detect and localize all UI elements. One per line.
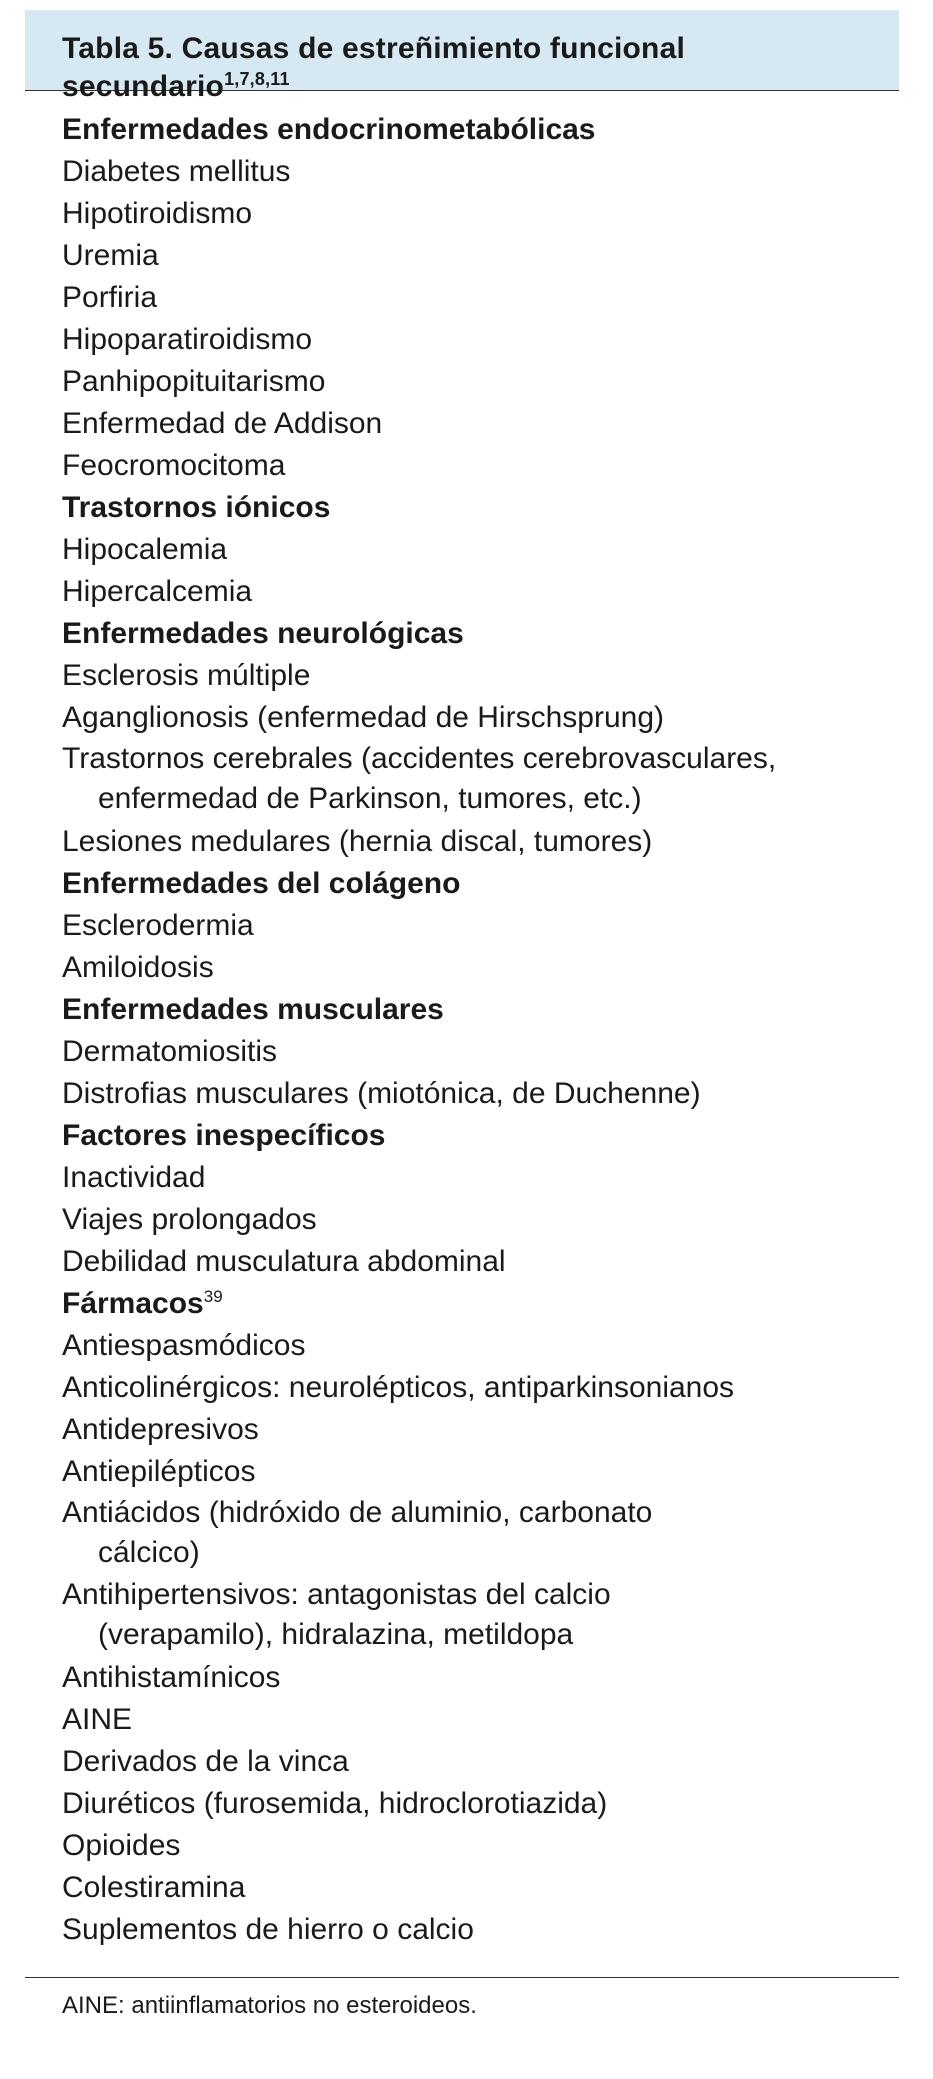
list-item <box>62 1241 899 1283</box>
table-5 <box>25 10 899 2022</box>
item-label: Derivados de la vinca <box>62 1745 349 1778</box>
item-label: Hipotiroidismo <box>62 197 253 230</box>
category-heading <box>62 1115 899 1157</box>
list-item <box>62 235 899 277</box>
item-label: Colestiramina <box>62 1871 246 1904</box>
item-label-continuation: enfermedad de Parkinson, tumores, etc.) <box>98 782 642 815</box>
list-item <box>62 193 899 235</box>
item-label: Lesiones medulares (hernia discal, tumores) <box>62 825 653 858</box>
item-label: Antihipertensivos: antagonistas del calcio <box>62 1578 611 1611</box>
item-label: Anticolinérgicos: neurolépticos, antiparkinsonianos <box>62 1371 735 1404</box>
item-label: AINE <box>62 1703 133 1736</box>
list-item <box>62 947 899 989</box>
item-label: Trastornos cerebrales (accidentes cerebrovasculares, <box>62 742 777 775</box>
list-item <box>62 655 899 697</box>
item-label-continuation: cálcico) <box>98 1536 200 1569</box>
category-heading <box>62 487 899 529</box>
category-heading <box>62 613 899 655</box>
list-item <box>62 1157 899 1199</box>
category-label: Fármacos <box>62 1287 204 1320</box>
list-item <box>62 1741 899 1783</box>
category-heading <box>62 109 899 151</box>
item-label: Esclerosis múltiple <box>62 659 311 692</box>
item-label: Antihistamínicos <box>62 1661 281 1694</box>
list-item <box>62 739 899 821</box>
category-label: Enfermedades neurológicas <box>62 617 464 650</box>
item-label: Amiloidosis <box>62 951 214 984</box>
category-label: Enfermedades del colágeno <box>62 867 461 900</box>
category-heading <box>62 989 899 1031</box>
item-label: Esclerodermia <box>62 909 254 942</box>
list-item <box>62 445 899 487</box>
category-label: Enfermedades musculares <box>62 993 444 1026</box>
list-item <box>62 151 899 193</box>
item-label: Diuréticos (furosemida, hidroclorotiazida) <box>62 1787 608 1820</box>
item-label: Antidepresivos <box>62 1413 259 1446</box>
list-item <box>62 1867 899 1909</box>
list-item <box>62 821 899 863</box>
item-label: Enfermedad de Addison <box>62 407 383 440</box>
item-label: Uremia <box>62 239 159 272</box>
category-label: Factores inespecíficos <box>62 1119 386 1152</box>
item-label: Suplementos de hierro o calcio <box>62 1913 474 1946</box>
list-item <box>62 277 899 319</box>
list-item <box>62 361 899 403</box>
list-item <box>62 1657 899 1699</box>
item-label: Antiespasmódicos <box>62 1329 306 1362</box>
list-item <box>62 529 899 571</box>
table-title: Tabla 5. Causas de estreñimiento funcional secundario <box>62 32 686 103</box>
item-label: Hipoparatiroidismo <box>62 323 313 356</box>
list-item <box>62 1073 899 1115</box>
category-heading <box>62 1283 899 1325</box>
list-item <box>62 1575 899 1657</box>
list-item <box>62 1783 899 1825</box>
list-item <box>62 1409 899 1451</box>
list-item <box>62 1367 899 1409</box>
list-item <box>62 319 899 361</box>
category-label: Enfermedades endocrinometabólicas <box>62 113 596 146</box>
list-item <box>62 1325 899 1367</box>
table-footnote: AINE: antiinflamatorios no esteroideos. <box>25 1977 899 2022</box>
item-label: Antiepilépticos <box>62 1455 256 1488</box>
list-item <box>62 1199 899 1241</box>
item-label: Hipercalcemia <box>62 575 253 608</box>
item-label: Aganglionosis (enfermedad de Hirschsprung) <box>62 701 664 734</box>
item-label: Viajes prolongados <box>62 1203 317 1236</box>
list-item <box>62 1451 899 1493</box>
item-label: Porfiria <box>62 281 158 314</box>
list-item <box>62 697 899 739</box>
list-item <box>62 1909 899 1951</box>
list-item <box>62 571 899 613</box>
list-item <box>62 905 899 947</box>
list-item <box>62 403 899 445</box>
item-label: Hipocalemia <box>62 533 228 566</box>
title-references: 1,7,8,11 <box>224 69 290 89</box>
category-heading <box>62 863 899 905</box>
item-label: Inactividad <box>62 1161 206 1194</box>
item-label: Debilidad musculatura abdominal <box>62 1245 506 1278</box>
list-item <box>62 1699 899 1741</box>
list-item <box>62 1825 899 1867</box>
reference-superscript: 39 <box>203 1287 223 1306</box>
item-label: Panhipopituitarismo <box>62 365 326 398</box>
item-label: Antiácidos (hidróxido de aluminio, carbonato <box>62 1496 653 1529</box>
item-label-continuation: (verapamilo), hidralazina, metildopa <box>98 1618 574 1651</box>
item-label: Distrofias musculares (miotónica, de Duchenne) <box>62 1077 701 1110</box>
table-header <box>25 10 899 103</box>
item-label: Diabetes mellitus <box>62 155 291 188</box>
item-label: Opioides <box>62 1829 181 1862</box>
item-label: Dermatomiositis <box>62 1035 278 1068</box>
table-body <box>25 91 899 1977</box>
item-label: Feocromocitoma <box>62 449 286 482</box>
list-item <box>62 1493 899 1575</box>
list-item <box>62 1031 899 1073</box>
category-label: Trastornos iónicos <box>62 491 331 524</box>
